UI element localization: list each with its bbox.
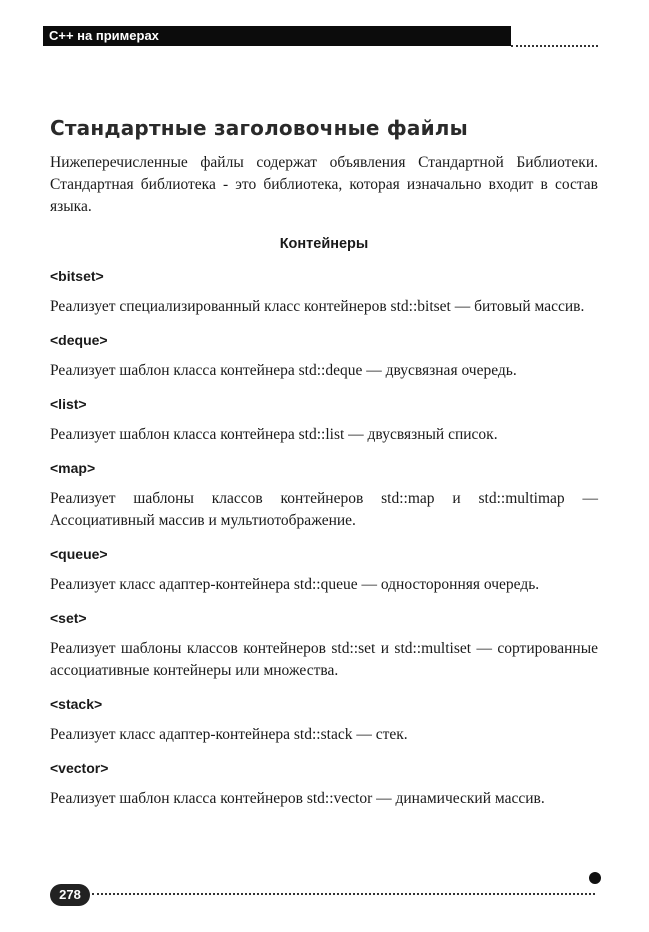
entry-description: Реализует шаблоны классов контейнеров std::map и std::multimap — Ассоциативный массив и мультиотображение. bbox=[50, 490, 598, 529]
entry-description: Реализует специализированный класс контейнеров std::bitset — битовый массив. bbox=[50, 298, 585, 315]
entry-description: Реализует шаблон класса контейнера std::list — двусвязный список. bbox=[50, 426, 498, 443]
footer-bullet-dot bbox=[589, 872, 601, 884]
header-entry-map bbox=[50, 460, 598, 532]
header-dotted-rule bbox=[511, 45, 598, 47]
entry-header: <map> bbox=[50, 460, 96, 476]
header-entry-list bbox=[50, 396, 598, 446]
entry-description: Реализует шаблон класса контейнера std::deque — двусвязная очередь. bbox=[50, 362, 517, 379]
entry-header: <deque> bbox=[50, 332, 108, 348]
entry-description: Реализует шаблоны классов контейнеров std::set и std::multiset — сортированные ассоциативные контейнеры или множества. bbox=[50, 640, 598, 679]
entry-header: <queue> bbox=[50, 546, 108, 562]
page-title: Стандартные заголовочные файлы bbox=[50, 116, 468, 140]
header-entry-bitset bbox=[50, 268, 598, 318]
entry-description: Реализует шаблон класса контейнеров std::vector — динамический массив. bbox=[50, 790, 545, 807]
footer-dotted-rule bbox=[92, 893, 595, 895]
header-entry-stack bbox=[50, 696, 598, 746]
entry-header: <list> bbox=[50, 396, 87, 412]
entry-header: <vector> bbox=[50, 760, 109, 776]
header-entry-vector bbox=[50, 760, 598, 810]
section-heading: Контейнеры bbox=[279, 236, 369, 252]
intro-paragraph: Нижеперечисленные файлы содержат объявления Стандартной Библиотеки. Стандартная библиотека - это библиотека, которая изначально входит в состав языка. bbox=[50, 154, 598, 215]
page-content bbox=[50, 116, 598, 824]
page-number: 278 bbox=[59, 887, 81, 902]
entry-description: Реализует класс адаптер-контейнера std::stack — стек. bbox=[50, 726, 408, 743]
header-entry-queue bbox=[50, 546, 598, 596]
entry-header: <stack> bbox=[50, 696, 103, 712]
header-entry-deque bbox=[50, 332, 598, 382]
entry-header: <set> bbox=[50, 610, 87, 626]
entry-header: <bitset> bbox=[50, 268, 104, 284]
entry-description: Реализует класс адаптер-контейнера std::queue — односторонняя очередь. bbox=[50, 576, 540, 593]
header-entry-set bbox=[50, 610, 598, 682]
running-header bbox=[43, 26, 511, 46]
page-number-badge bbox=[50, 884, 90, 906]
book-title: C++ на примерах bbox=[49, 28, 159, 43]
